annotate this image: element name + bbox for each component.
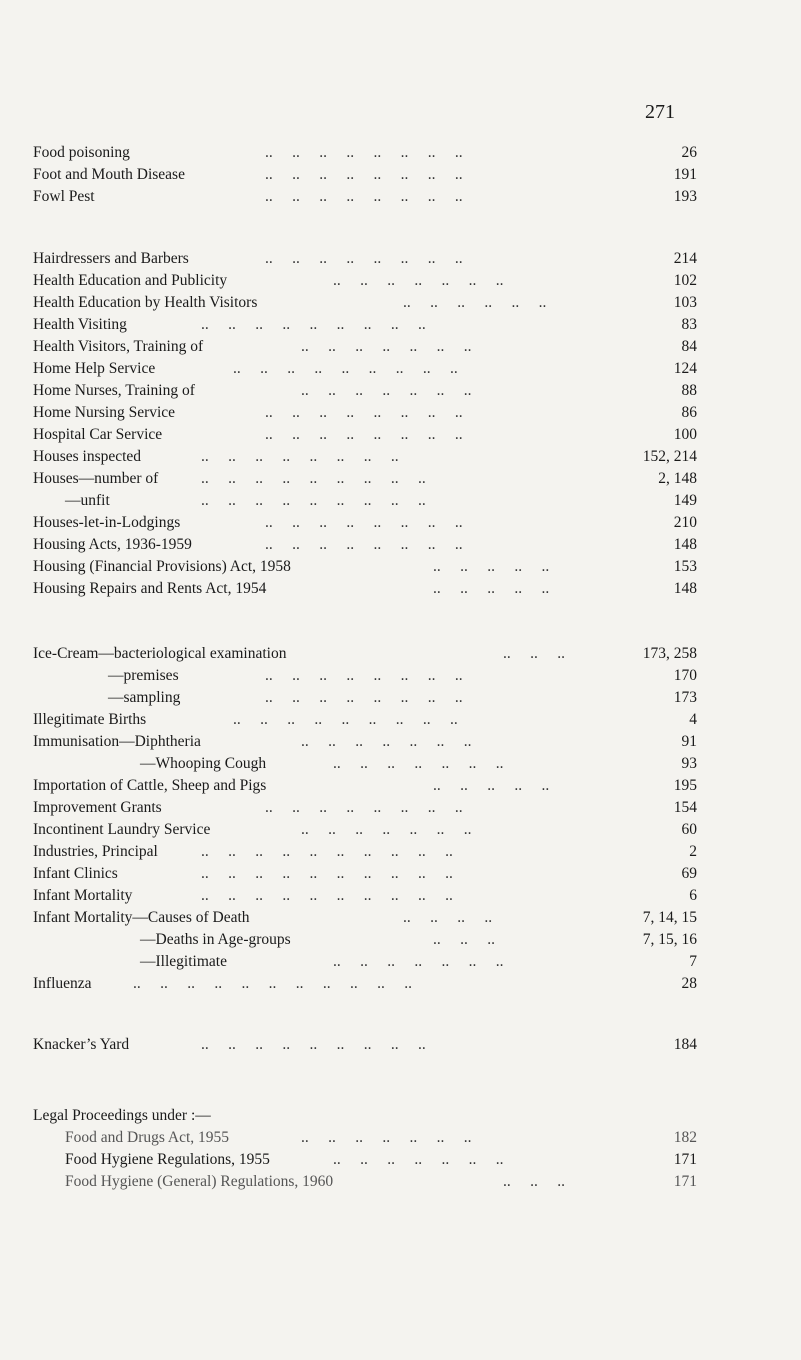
entry-page: 2, 148 xyxy=(658,470,697,487)
index-entry: —premises .. .. .. .. .. .. .. .. 170 xyxy=(33,665,723,687)
entry-label: Legal Proceedings under :— xyxy=(33,1107,211,1124)
entry-page: 7, 14, 15 xyxy=(642,909,697,926)
index-section-i xyxy=(33,643,723,995)
entry-label: Health Education and Publicity xyxy=(33,272,228,289)
index-entry: Incontinent Laundry Service .. .. .. .. .. .. .. 60 xyxy=(33,819,723,841)
entry-page: 210 xyxy=(673,514,697,531)
index-entry: Foot and Mouth Disease .. .. .. .. .. .. .. .. 191 xyxy=(33,164,723,186)
entry-label: —Whooping Cough xyxy=(140,755,267,772)
entry-page: 148 xyxy=(673,536,697,553)
entry-label: Importation of Cattle, Sheep and Pigs xyxy=(33,777,267,794)
index-entry: Housing (Financial Provisions) Act, 1958 .. .. .. .. .. 153 xyxy=(33,556,723,578)
entry-label: —unfit xyxy=(65,492,110,509)
entry-label: Home Nursing Service xyxy=(33,404,176,421)
index-entry: Infant Mortality .. .. .. .. .. .. .. .. .. .. 6 xyxy=(33,885,723,907)
entry-page: 191 xyxy=(673,166,697,183)
index-entry: Fowl Pest .. .. .. .. .. .. .. .. 193 xyxy=(33,186,723,208)
entry-page: 69 xyxy=(681,865,697,882)
index-list xyxy=(33,142,723,1193)
entry-page: 173 xyxy=(673,689,697,706)
index-entry: Importation of Cattle, Sheep and Pigs .. .. .. .. .. 195 xyxy=(33,775,723,797)
entry-label: Health Education by Health Visitors xyxy=(33,294,258,311)
entry-page: 184 xyxy=(673,1036,697,1053)
entry-label: Industries, Principal xyxy=(33,843,158,860)
entry-page: 149 xyxy=(673,492,697,509)
entry-label: Health Visiting xyxy=(33,316,127,333)
entry-page: 84 xyxy=(681,338,697,355)
entry-page: 193 xyxy=(673,188,697,205)
index-entry: Hospital Car Service .. .. .. .. .. .. .. .. 100 xyxy=(33,424,723,446)
entry-label: —Illegitimate xyxy=(140,953,227,970)
page-number: 271 xyxy=(645,101,675,123)
entry-label: Food and Drugs Act, 1955 xyxy=(65,1129,230,1146)
index-entry: Houses—number of .. .. .. .. .. .. .. .. .. 2, 148 xyxy=(33,468,723,490)
entry-page: 195 xyxy=(673,777,697,794)
entry-label: Fowl Pest xyxy=(33,188,95,205)
entry-label: Illegitimate Births xyxy=(33,711,147,728)
index-entry: Housing Repairs and Rents Act, 1954 .. .. .. .. .. 148 xyxy=(33,578,723,600)
entry-page: 153 xyxy=(673,558,697,575)
index-entry: —unfit .. .. .. .. .. .. .. .. .. 149 xyxy=(33,490,723,512)
entry-page: 171 xyxy=(673,1173,697,1190)
entry-label: Home Nurses, Training of xyxy=(33,382,195,399)
entry-label: Infant Clinics xyxy=(33,865,118,882)
index-entry: Food Hygiene Regulations, 1955 .. .. .. .. .. .. .. 171 xyxy=(33,1149,723,1171)
entry-label: Ice-Cream—bacteriological examination xyxy=(33,645,287,662)
index-entry: Home Nursing Service .. .. .. .. .. .. .. .. 86 xyxy=(33,402,723,424)
entry-label: Housing Repairs and Rents Act, 1954 xyxy=(33,580,267,597)
entry-label: —premises xyxy=(108,667,179,684)
entry-label: Home Help Service xyxy=(33,360,156,377)
index-section-h xyxy=(33,248,723,600)
entry-page: 102 xyxy=(673,272,697,289)
index-entry: Hairdressers and Barbers .. .. .. .. .. .. .. .. 214 xyxy=(33,248,723,270)
entry-label: —sampling xyxy=(108,689,181,706)
index-section-f xyxy=(33,142,723,208)
entry-page: 86 xyxy=(681,404,697,421)
index-entry: Home Help Service .. .. .. .. .. .. .. .. .. 124 xyxy=(33,358,723,380)
entry-page: 83 xyxy=(681,316,697,333)
entry-label: Immunisation—Diphtheria xyxy=(33,733,201,750)
entry-label: Housing Acts, 1936-1959 xyxy=(33,536,192,553)
index-section-k xyxy=(33,1034,723,1056)
entry-page: 148 xyxy=(673,580,697,597)
index-entry: Food and Drugs Act, 1955 .. .. .. .. .. .. .. 182 xyxy=(33,1127,723,1149)
index-entry: —Illegitimate .. .. .. .. .. .. .. 7 xyxy=(33,951,723,973)
index-entry: Infant Clinics .. .. .. .. .. .. .. .. .. .. 69 xyxy=(33,863,723,885)
index-entry: Food poisoning .. .. .. .. .. .. .. .. 26 xyxy=(33,142,723,164)
index-entry: Immunisation—Diphtheria .. .. .. .. .. .. .. 91 xyxy=(33,731,723,753)
index-entry: Houses-let-in-Lodgings .. .. .. .. .. .. .. .. 210 xyxy=(33,512,723,534)
entry-label: Improvement Grants xyxy=(33,799,162,816)
index-entry: Houses inspected .. .. .. .. .. .. .. .. 152, 214 xyxy=(33,446,723,468)
index-entry: Infant Mortality—Causes of Death .. .. .. .. 7, 14, 15 xyxy=(33,907,723,929)
entry-page: 91 xyxy=(681,733,697,750)
entry-page: 26 xyxy=(681,144,697,161)
entry-label: Food Hygiene Regulations, 1955 xyxy=(65,1151,270,1168)
index-entry: Knacker’s Yard .. .. .. .. .. .. .. .. .. 184 xyxy=(33,1034,723,1056)
entry-label: Hospital Car Service xyxy=(33,426,163,443)
entry-page: 173, 258 xyxy=(642,645,697,662)
index-entry: Health Visiting .. .. .. .. .. .. .. .. .. 83 xyxy=(33,314,723,336)
index-entry: —Deaths in Age-groups .. .. .. 7, 15, 16 xyxy=(33,929,723,951)
entry-page: 170 xyxy=(673,667,697,684)
entry-page: 28 xyxy=(681,975,697,992)
entry-label: Incontinent Laundry Service xyxy=(33,821,211,838)
entry-page: 171 xyxy=(673,1151,697,1168)
entry-page: 88 xyxy=(681,382,697,399)
index-entry: Industries, Principal .. .. .. .. .. .. .. .. .. .. 2 xyxy=(33,841,723,863)
entry-page: 154 xyxy=(673,799,697,816)
entry-page: 7 xyxy=(689,953,697,970)
entry-label: Health Visitors, Training of xyxy=(33,338,204,355)
entry-label: Infant Mortality—Causes of Death xyxy=(33,909,250,926)
entry-page: 4 xyxy=(689,711,697,728)
entry-page: 93 xyxy=(681,755,697,772)
entry-label: Hairdressers and Barbers xyxy=(33,250,189,267)
index-entry: Health Visitors, Training of .. .. .. .. .. .. .. 84 xyxy=(33,336,723,358)
entry-page: 60 xyxy=(681,821,697,838)
entry-label: —Deaths in Age-groups xyxy=(140,931,291,948)
entry-label: Houses inspected xyxy=(33,448,142,465)
entry-page: 2 xyxy=(689,843,697,860)
entry-label: Housing (Financial Provisions) Act, 1958 xyxy=(33,558,291,575)
entry-label: Knacker’s Yard xyxy=(33,1036,130,1053)
entry-label: Food Hygiene (General) Regulations, 1960 xyxy=(65,1173,334,1190)
entry-label: Influenza xyxy=(33,975,92,992)
entry-page: 103 xyxy=(673,294,697,311)
entry-label: Food poisoning xyxy=(33,144,130,161)
entry-page: 182 xyxy=(673,1129,697,1146)
entry-label: Houses-let-in-Lodgings xyxy=(33,514,181,531)
entry-page: 214 xyxy=(673,250,697,267)
entry-page: 100 xyxy=(673,426,697,443)
index-entry xyxy=(33,1105,723,1127)
entry-page: 7, 15, 16 xyxy=(642,931,697,948)
index-entry: —sampling .. .. .. .. .. .. .. .. 173 xyxy=(33,687,723,709)
index-entry: Improvement Grants .. .. .. .. .. .. .. .. 154 xyxy=(33,797,723,819)
entry-page: 6 xyxy=(689,887,697,904)
entry-label: Foot and Mouth Disease xyxy=(33,166,185,183)
index-entry: Health Education by Health Visitors .. .. .. .. .. .. 103 xyxy=(33,292,723,314)
index-section-l xyxy=(33,1105,723,1193)
index-entry: Ice-Cream—bacteriological examination .. .. .. 173, 258 xyxy=(33,643,723,665)
index-entry: Home Nurses, Training of .. .. .. .. .. .. .. 88 xyxy=(33,380,723,402)
index-entry: Food Hygiene (General) Regulations, 1960 .. .. .. 171 xyxy=(33,1171,723,1193)
index-entry: —Whooping Cough .. .. .. .. .. .. .. 93 xyxy=(33,753,723,775)
entry-label: Houses—number of xyxy=(33,470,159,487)
entry-page: 152, 214 xyxy=(642,448,697,465)
index-entry: Health Education and Publicity .. .. .. .. .. .. .. 102 xyxy=(33,270,723,292)
entry-page: 124 xyxy=(673,360,697,377)
index-entry: Housing Acts, 1936-1959 .. .. .. .. .. .. .. .. 148 xyxy=(33,534,723,556)
index-entry: Illegitimate Births .. .. .. .. .. .. .. .. .. 4 xyxy=(33,709,723,731)
entry-label: Infant Mortality xyxy=(33,887,133,904)
index-entry: Influenza .. .. .. .. .. .. .. .. .. .. .. 28 xyxy=(33,973,723,995)
